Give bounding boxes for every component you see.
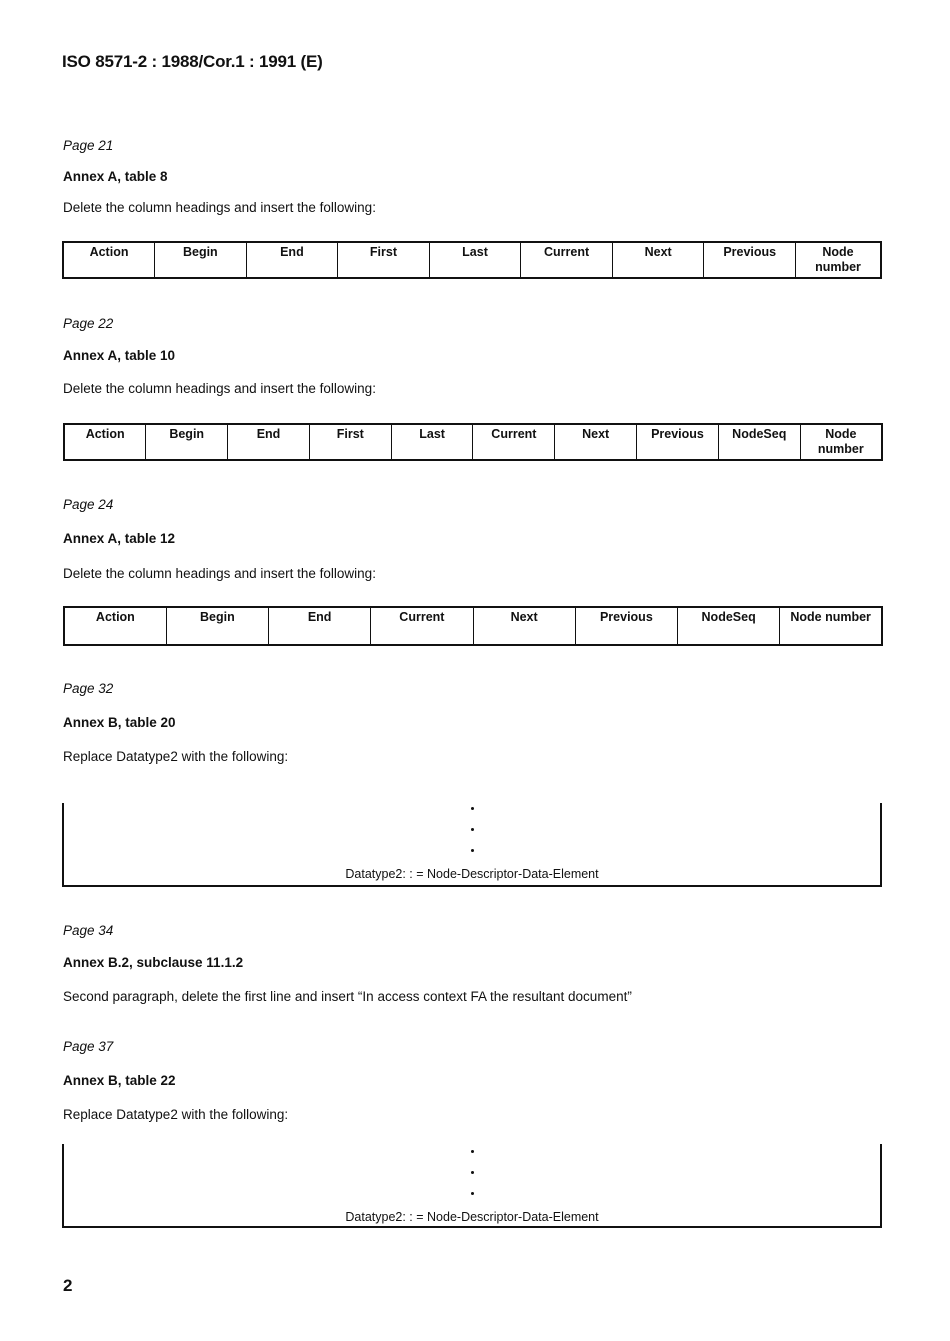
column-headings-table [63, 606, 883, 646]
page-reference: Page 22 [63, 316, 114, 331]
column-heading: Previous [575, 607, 677, 645]
ellipsis-dots [64, 1150, 880, 1195]
instruction-text: Delete the column headings and insert the following: [63, 200, 376, 215]
column-heading: NodeSeq [718, 424, 800, 460]
column-headings-table [62, 241, 882, 279]
annex-heading: Annex B.2, subclause 11.1.2 [63, 955, 244, 970]
annex-heading: Annex B, table 20 [63, 715, 176, 730]
column-heading: End [246, 242, 338, 278]
code-box [62, 803, 882, 887]
document-header: ISO 8571-2 : 1988/Cor.1 : 1991 (E) [62, 52, 323, 71]
page-reference: Page 21 [63, 138, 114, 153]
column-heading: Next [555, 424, 637, 460]
column-heading: Node number [800, 424, 882, 460]
column-heading: First [309, 424, 391, 460]
column-heading: Next [612, 242, 704, 278]
page-number: 2 [63, 1276, 73, 1295]
page-reference: Page 34 [63, 923, 114, 938]
column-heading: Previous [704, 242, 796, 278]
column-heading: Last [429, 242, 521, 278]
annex-heading: Annex A, table 12 [63, 531, 176, 546]
column-heading: NodeSeq [678, 607, 780, 645]
instruction-text: Second paragraph, delete the first line and insert “In access context FA the resultant document” [63, 989, 632, 1004]
instruction-text: Delete the column headings and insert the following: [63, 566, 376, 581]
ellipsis-dots [64, 807, 880, 852]
column-heading: Begin [166, 607, 268, 645]
column-heading: First [338, 242, 430, 278]
column-heading: Node number [780, 607, 882, 645]
column-heading: Next [473, 607, 575, 645]
datatype-definition: Datatype2: : = Node-Descriptor-Data-Element [345, 1210, 599, 1224]
column-heading: Current [521, 242, 613, 278]
column-heading: Current [473, 424, 555, 460]
column-headings-table [63, 423, 883, 461]
column-heading: Action [64, 424, 146, 460]
column-heading: Action [64, 607, 166, 645]
column-heading: Previous [637, 424, 719, 460]
column-heading: End [269, 607, 371, 645]
column-heading: Begin [155, 242, 247, 278]
column-heading: Action [63, 242, 155, 278]
annex-heading: Annex B, table 22 [63, 1073, 176, 1088]
annex-heading: Annex A, table 8 [63, 169, 168, 184]
column-heading: Last [391, 424, 473, 460]
datatype-definition: Datatype2: : = Node-Descriptor-Data-Element [345, 867, 599, 881]
column-heading: Current [371, 607, 473, 645]
annex-heading: Annex A, table 10 [63, 348, 176, 363]
instruction-text: Delete the column headings and insert the following: [63, 381, 376, 396]
column-heading: End [228, 424, 310, 460]
code-box [62, 1144, 882, 1228]
page-reference: Page 24 [63, 497, 114, 512]
column-heading: Node number [796, 242, 882, 278]
column-heading: Begin [146, 424, 228, 460]
page-reference: Page 32 [63, 681, 114, 696]
page-reference: Page 37 [63, 1039, 114, 1054]
instruction-text: Replace Datatype2 with the following: [63, 749, 289, 764]
instruction-text: Replace Datatype2 with the following: [63, 1107, 289, 1122]
